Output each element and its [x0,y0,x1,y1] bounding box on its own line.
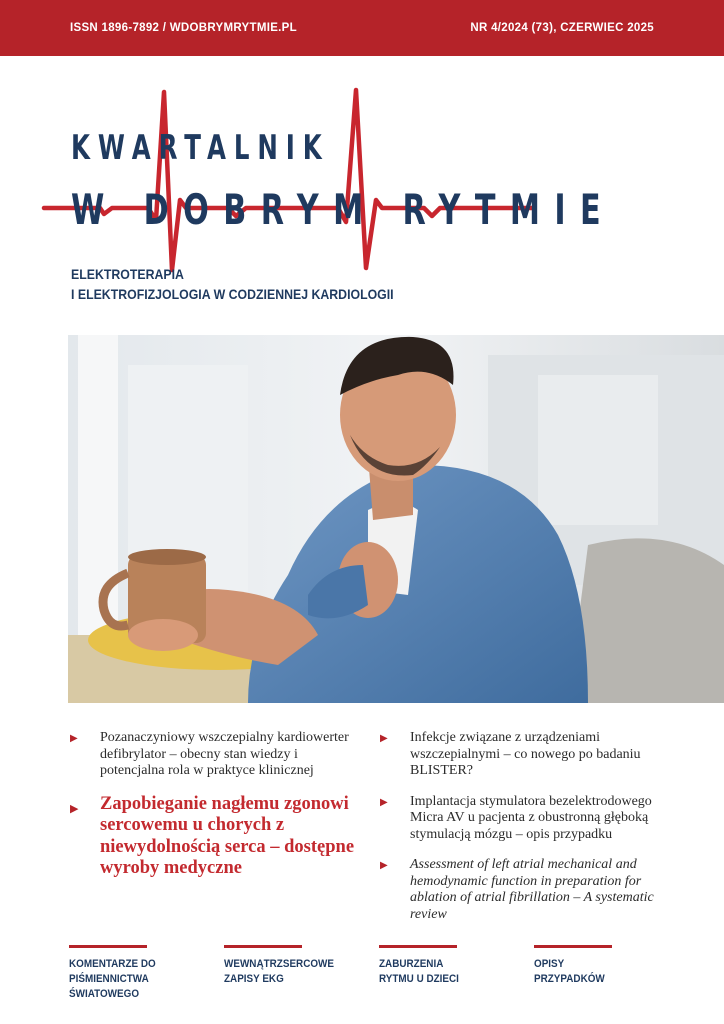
article-item[interactable] [378,857,678,923]
article-item[interactable] [68,730,358,780]
subtitle-line2: I ELEKTROFIZJOLOGIA W CODZIENNEJ KARDIOLOGII [71,286,394,302]
article-title: Pozanaczyniowy wszczepialny kardiowerter defibrylator – obecny stan wiedzy i potencjalna rola w praktyce klinicznej [100,730,349,778]
section-divider [379,945,457,948]
triangle-right-icon: ▶ [70,733,78,744]
section-divider [224,945,302,948]
cover-photo [68,335,724,703]
articles-left [68,730,358,894]
man-with-chest-pain-illustration [68,335,724,703]
subtitle-line1: ELEKTROTERAPIA [71,266,184,282]
article-title: Assessment of left atrial mechanical and hemodynamic function in preparation for ablation of atrial fibrillation – A systematic review [410,857,654,922]
masthead-line1: KWARTALNIK [71,128,330,168]
featured-article-item[interactable] [68,794,358,880]
triangle-right-icon: ▶ [380,860,388,871]
featured-article-title: Zapobieganie nagłemu zgonowi sercowemu u chorych z niewydolnością serca – dostępne wyroby medyczne [100,793,355,878]
section-item[interactable] [379,945,529,987]
masthead [0,0,724,335]
section-divider [69,945,147,948]
issue-text: NR 4/2024 (73), CZERWIEC 2025 [470,22,654,34]
masthead-title: W DOBRYM RYTMIE [71,185,616,234]
issn-text: ISSN 1896-7892 / WDOBRYMRYTMIE.PL [70,22,297,34]
section-label: OPISY PRZYPADKÓW [534,958,605,985]
articles-right [378,730,678,937]
article-item[interactable] [378,730,678,780]
section-divider [534,945,612,948]
section-label: KOMENTARZE DO PIŚMIENNICTWA ŚWIATOWEGO [69,958,156,1000]
triangle-right-icon: ▶ [380,796,388,808]
triangle-right-icon: ▶ [70,801,79,815]
section-item[interactable] [224,945,374,987]
masthead-subtitle [71,264,394,304]
article-title: Infekcje związane z urządzeniami wszczepialnymi – co nowego po badaniu BLISTER? [410,730,641,778]
article-item[interactable] [378,794,678,844]
section-label: WEWNĄTRZSERCOWE ZAPISY EKG [224,958,334,985]
article-title: Implantacja stymulatora bezelektrodowego Micra AV u pacjenta z obustronną głęboką stymulacją mózgu – opis przypadku [410,793,652,842]
section-item[interactable] [69,945,219,1002]
section-label: ZABURZENIA RYTMU U DZIECI [379,958,459,985]
section-item[interactable] [534,945,684,987]
triangle-right-icon: ▶ [380,733,388,744]
